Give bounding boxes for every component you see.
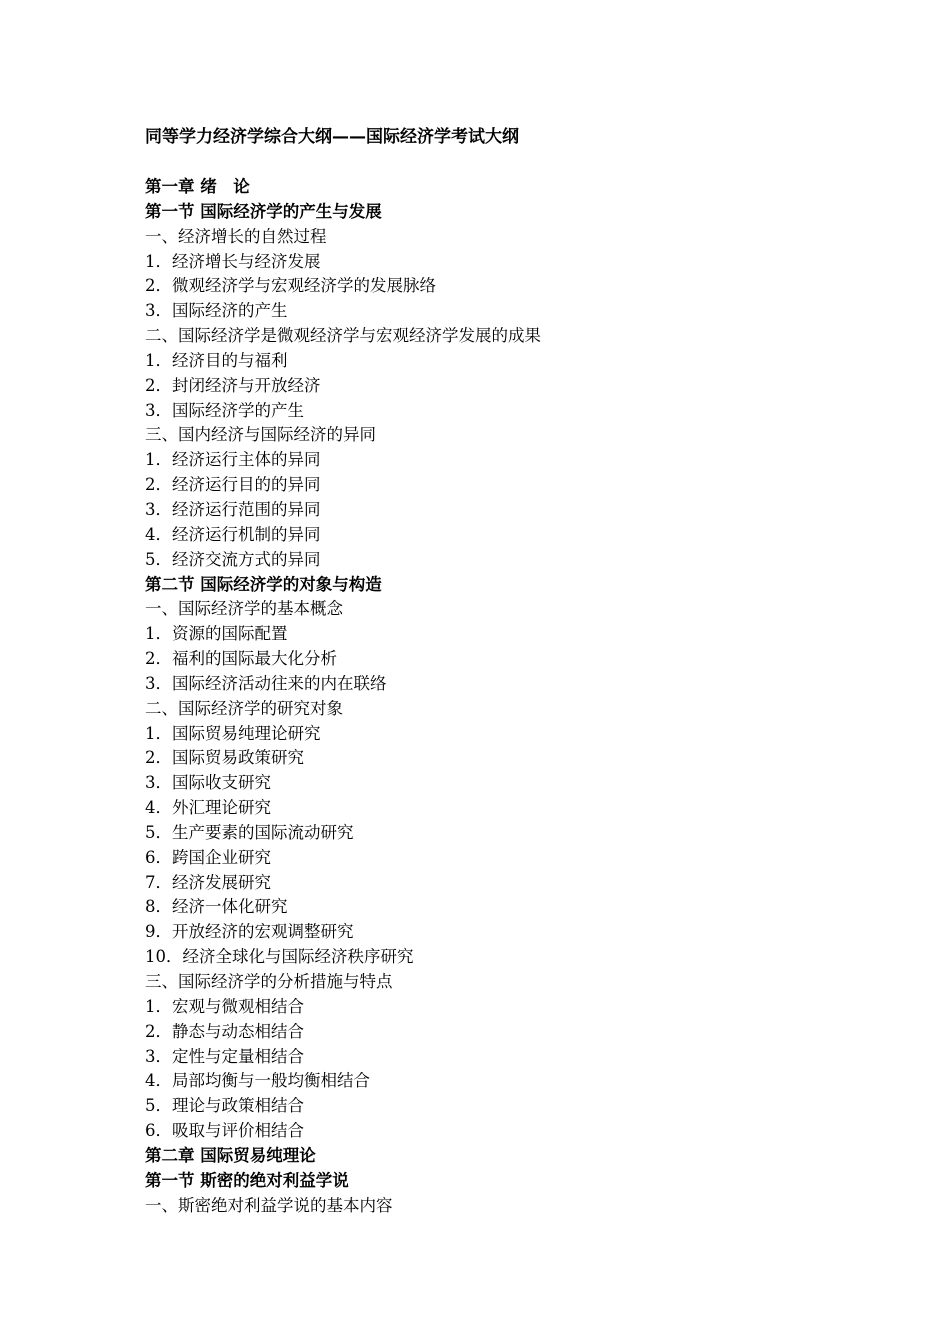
outline-item: 二、国际经济学的研究对象 [145,698,343,718]
outline-item: 2．国际贸易政策研究 [145,748,304,768]
document-page [145,124,905,1218]
outline-item: 1．经济增长与经济发展 [145,251,321,271]
outline-item: 三、国际经济学的分析措施与特点 [145,972,393,991]
outline-item: 5．理论与政策相结合 [145,1096,304,1116]
outline-item: 二、国际经济学是微观经济学与宏观经济学发展的成果 [145,326,541,346]
outline-item: 1．经济运行主体的异同 [145,450,321,470]
section-heading: 第一节 国际经济学的产生与发展 [145,201,382,221]
outline-item: 5．生产要素的国际流动研究 [145,822,354,842]
outline-item: 6．跨国企业研究 [145,847,271,867]
outline-item: 2．封闭经济与开放经济 [145,375,321,395]
outline-item: 7．经济发展研究 [145,872,271,892]
outline-item: 三、国内经济与国际经济的异同 [145,425,376,445]
outline-item: 10．经济全球化与国际经济秩序研究 [145,947,414,967]
section-heading: 第二章 国际贸易纯理论 [145,1145,316,1165]
outline-item: 3．国际收支研究 [145,773,271,793]
outline-item: 2．静态与动态相结合 [145,1021,304,1041]
outline-item: 3．定性与定量相结合 [145,1046,304,1066]
outline-item: 9．开放经济的宏观调整研究 [145,922,354,942]
outline-item: 1．国际贸易纯理论研究 [145,723,321,743]
outline-item: 6．吸取与评价相结合 [145,1121,304,1141]
section-heading: 第二节 国际经济学的对象与构造 [145,574,382,594]
outline-item: 3．国际经济的产生 [145,301,288,321]
document-title: 同等学力经济学综合大纲——国际经济学考试大纲 [145,127,519,147]
outline-item: 3．国际经济学的产生 [145,400,304,420]
outline-item: 1．宏观与微观相结合 [145,996,304,1016]
outline-item: 一、经济增长的自然过程 [145,226,327,246]
outline-item: 4．局部均衡与一般均衡相结合 [145,1071,370,1091]
outline-item: 一、国际经济学的基本概念 [145,599,343,619]
section-heading: 第一章 绪 论 [145,177,250,196]
outline-item: 4．外汇理论研究 [145,798,271,818]
section-heading: 第一节 斯密的绝对利益学说 [145,1170,349,1190]
outline-item: 8．经济一体化研究 [145,897,288,917]
outline-item: 2．经济运行目的的异同 [145,475,321,495]
outline-item: 1．资源的国际配置 [145,624,288,644]
outline-list [145,175,905,1218]
outline-item: 2．微观经济学与宏观经济学的发展脉络 [145,276,436,296]
outline-item: 3．经济运行范围的异同 [145,499,321,519]
outline-item: 一、斯密绝对利益学说的基本内容 [145,1195,393,1215]
outline-item: 3．国际经济活动往来的内在联络 [145,673,387,693]
outline-item: 4．经济运行机制的异同 [145,524,321,544]
outline-item: 1．经济目的与福利 [145,350,288,370]
outline-item: 2．福利的国际最大化分析 [145,649,337,669]
outline-item: 5．经济交流方式的异同 [145,549,321,569]
